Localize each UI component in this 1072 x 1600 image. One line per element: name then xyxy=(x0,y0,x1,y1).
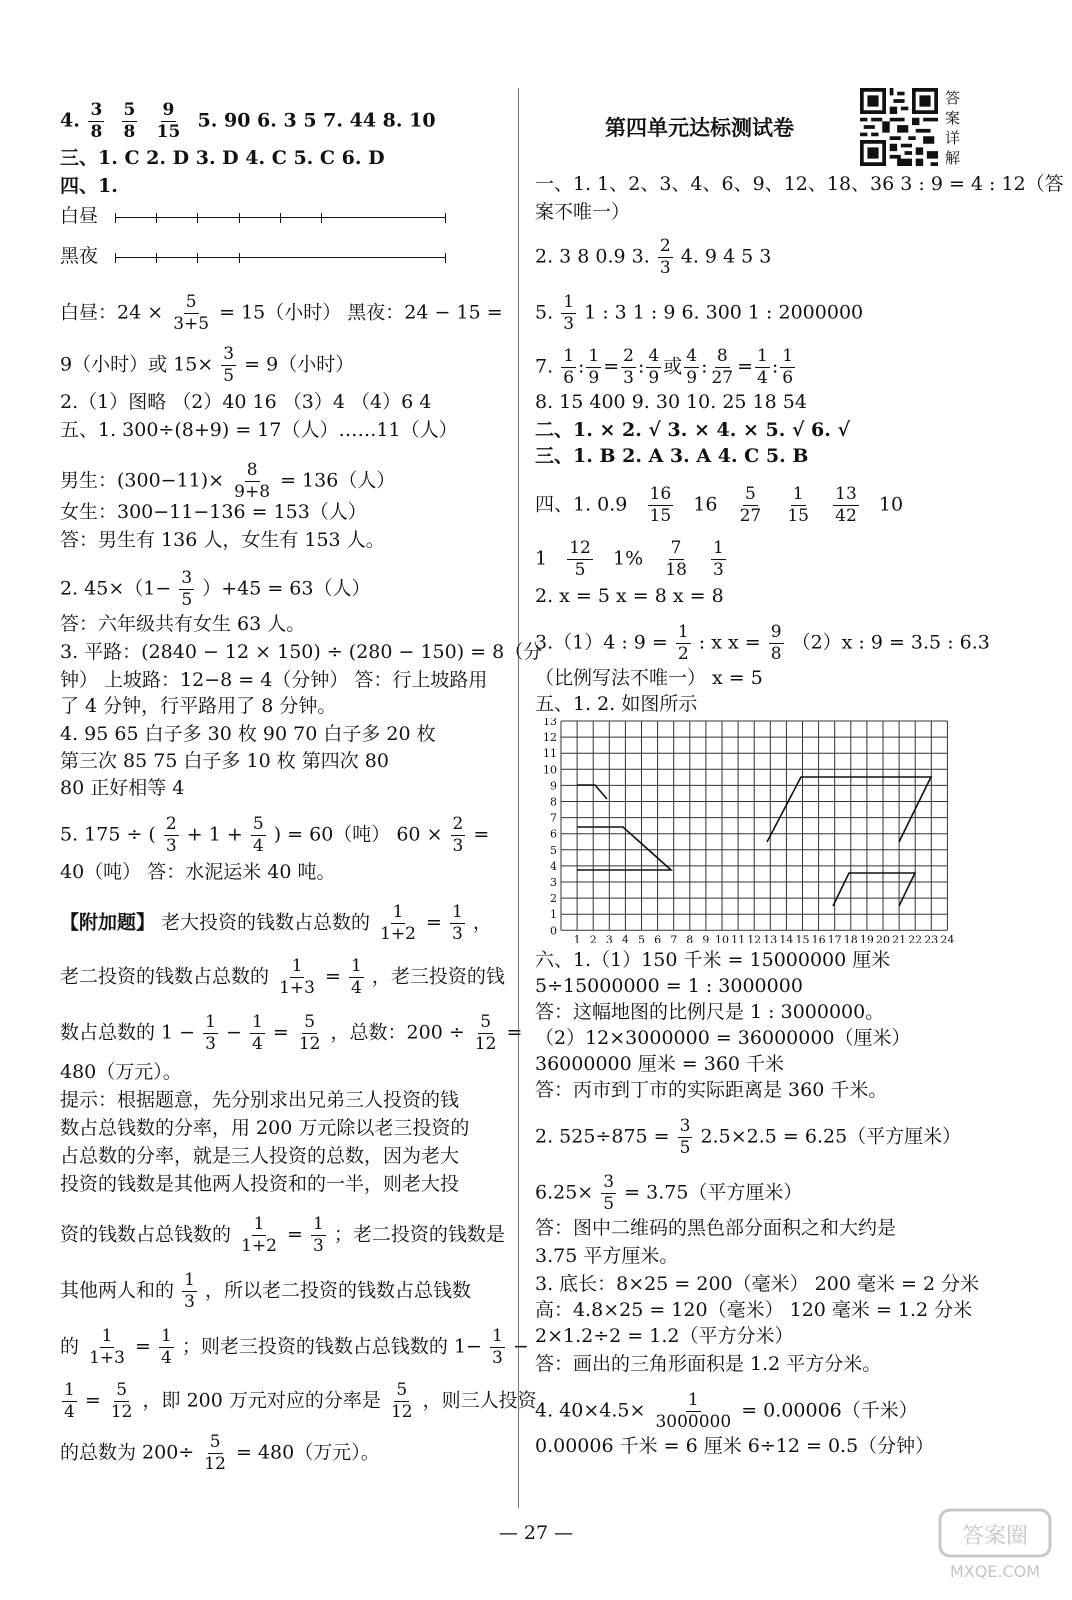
line: 案不唯一） xyxy=(535,201,631,223)
x-tick-label: 5 xyxy=(638,933,645,943)
svg-text:MXQE.COM: MXQE.COM xyxy=(949,1562,1041,1581)
line: 提示：根据题意，先分别求出兄弟三人投资的钱 xyxy=(60,1089,460,1111)
x-tick-label: 12 xyxy=(747,933,762,943)
y-tick-label: 13 xyxy=(543,718,557,728)
y-tick-label: 8 xyxy=(550,795,557,809)
line: 二、1. × 2. √ 3. × 4. × 5. √ 6. √ xyxy=(535,419,850,441)
line: 的 $\frac{1}{1+3}$ = $\frac{1}{4}$ ；则老三投资的钱数占总钱数的 1− $\frac{1}{3}$ − xyxy=(60,1326,529,1368)
y-tick-label: 5 xyxy=(550,843,557,857)
line: 2. x = 5 x = 8 x = 8 xyxy=(535,585,724,607)
line: 五、1. 2. 如图所示 xyxy=(535,693,698,715)
line: 4. $\frac{3}{8}$ $\frac{5}{8}$ $\frac{9}{15}$ 5. 90 6. 3 5 7. 44 8. 10 xyxy=(60,100,436,142)
line: 白昼：24 × $\frac{5}{3+5}$ = 15（小时） 黑夜：24 − 15 = xyxy=(60,292,503,334)
y-tick-label: 4 xyxy=(550,859,557,873)
line: 4. 40×4.5× $\frac{1}{3000000}$ = 0.00006（千米） xyxy=(535,1390,918,1432)
line: 占总数的分率，就是三人投资的总数，因为老大 xyxy=(60,1145,460,1167)
night-timeline xyxy=(115,257,445,258)
line: 第三次 85 75 白子多 10 枚 第四次 80 xyxy=(60,750,389,772)
line: 2.（1）图略 （2）40 16 （3）4 （4）6 4 xyxy=(60,391,432,413)
line: 男生：(300−11)× $\frac{8}{9+8}$ = 136（人） xyxy=(60,460,396,502)
line: 2×1.2÷2 = 1.2（平方分米） xyxy=(535,1325,794,1347)
line: 6.25× $\frac{3}{5}$ = 3.75（平方厘米） xyxy=(535,1172,803,1214)
line: 5. 175 ÷ ( $\frac{2}{3}$ + 1 + $\frac{5}{4}$ ) = 60（吨） 60 × $\frac{2}{3}$ = xyxy=(60,814,490,856)
x-tick-label: 3 xyxy=(605,933,613,943)
line: （比例写法不唯一） x = 5 xyxy=(535,667,763,689)
line: 高：4.8×25 = 120（毫米） 120 毫米 = 1.2 分米 xyxy=(535,1299,973,1321)
shape-parallelogram-large xyxy=(767,777,931,842)
line: 2. 525÷875 = $\frac{3}{5}$ 2.5×2.5 = 6.25（平方厘米） xyxy=(535,1116,962,1158)
line: 数占总数的 1 − $\frac{1}{3}$ − $\frac{1}{4}$ = $\frac{5}{12}$ ，总数：200 ÷ $\frac{5}{12}$ = xyxy=(60,1012,523,1054)
x-tick-label: 14 xyxy=(779,933,794,943)
line: 答：六年级共有女生 63 人。 xyxy=(60,613,306,635)
x-tick-label: 6 xyxy=(654,933,662,943)
y-tick-label: 12 xyxy=(543,731,557,745)
x-tick-label: 21 xyxy=(892,933,907,943)
line: 四、1. xyxy=(60,175,118,197)
line: 答：图中二维码的黑色部分面积之和大约是 xyxy=(535,1217,897,1239)
x-tick-label: 9 xyxy=(702,933,710,943)
x-tick-label: 23 xyxy=(924,933,939,943)
svg-text:答案圈: 答案圈 xyxy=(961,1524,1029,1549)
coordinate-grid xyxy=(535,718,965,943)
line: 一、1. 1、2、3、4、6、9、12、18、36 3 : 9 = 4 : 12（答 xyxy=(535,173,1064,195)
y-tick-label: 10 xyxy=(543,763,557,777)
y-tick-label: 3 xyxy=(550,876,557,889)
x-tick-label: 16 xyxy=(811,933,826,943)
x-tick-label: 2 xyxy=(589,933,597,943)
line: 9（小时）或 15× $\frac{3}{5}$ = 9（小时） xyxy=(60,344,355,386)
line: 资的钱数占总钱数的 $\frac{1}{1+2}$ = $\frac{1}{3}$ ；老二投资的钱数是 xyxy=(60,1214,505,1256)
line: 3. 底长：8×25 = 200（毫米） 200 毫米 = 2 分米 xyxy=(535,1273,980,1295)
day-timeline xyxy=(115,217,445,218)
line: 钟） 上坡路：12−8 = 4（分钟） 答：行上坡路用 xyxy=(60,669,488,691)
x-tick-label: 11 xyxy=(731,933,746,943)
line: 答：男生有 136 人，女生有 153 人。 xyxy=(60,529,385,551)
night-label: 黑夜 xyxy=(60,245,99,267)
line: 五、1. 300÷(8+9) = 17（人）……11（人） xyxy=(60,419,458,441)
line: 36000000 厘米 = 360 千米 xyxy=(535,1053,785,1075)
y-tick-label: 9 xyxy=(550,779,557,793)
column-divider xyxy=(518,88,519,1508)
y-tick-label: 2 xyxy=(550,892,557,906)
x-tick-label: 7 xyxy=(670,933,678,943)
watermark-logo xyxy=(935,1505,1055,1585)
line: 7. $\frac{1}{6}$ : $\frac{1}{9}$ = $\frac{2}{3}$ : $\frac{4}{9}$ 或 $\frac{4}{9}$ : $\frac{8}{27}$ = $\frac{1}{4}$ : $\frac{1}{6}$ xyxy=(535,346,794,388)
section-title: 第四单元达标测试卷 xyxy=(605,115,794,140)
line: 3.（1）4 : 9 = $\frac{1}{2}$ : x x = $\frac{9}{8}$ （2）x : 9 = 3.5 : 6.3 xyxy=(535,622,990,664)
x-tick-label: 24 xyxy=(940,933,955,943)
line: $\frac{1}{4}$ = $\frac{5}{12}$ ，即 200 万元对应的分率是 $\frac{5}{12}$ ，则三人投资 xyxy=(64,1380,537,1422)
x-tick-label: 8 xyxy=(686,933,694,943)
x-tick-label: 13 xyxy=(763,933,778,943)
y-tick-label: 7 xyxy=(550,811,557,825)
x-tick-label: 19 xyxy=(859,933,874,943)
line: 5÷15000000 = 1 : 3000000 xyxy=(535,975,803,997)
shape-parallelogram-small xyxy=(833,873,915,906)
line: 1 $\frac{12}{5}$ 1% $\frac{7}{18}$ $\frac{1}{3}$ xyxy=(535,538,724,580)
line: 2. 45×（1− $\frac{3}{5}$ ）+45 = 63（人） xyxy=(60,568,371,610)
line: 40（吨） 答：水泥运米 40 吨。 xyxy=(60,861,336,883)
qr-code-icon xyxy=(860,88,938,166)
y-tick-label: 0 xyxy=(550,924,557,938)
line: 了 4 分钟，行平路用了 8 分钟。 xyxy=(60,695,337,717)
line: 【附加题】 老大投资的钱数占总数的 $\frac{1}{1+2}$ = $\frac{1}{3}$ ， xyxy=(60,902,492,944)
line: 答：这幅地图的比例尺是 1 : 3000000。 xyxy=(535,1001,885,1023)
x-tick-label: 18 xyxy=(843,933,858,943)
line: 投资的钱数是其他两人投资和的一半，则老大投 xyxy=(60,1173,460,1195)
x-tick-label: 4 xyxy=(621,933,629,943)
line: 480（万元）。 xyxy=(60,1061,182,1083)
x-tick-label: 17 xyxy=(827,933,842,943)
qr-caption: 答案详解 xyxy=(945,89,961,167)
line: 80 正好相等 4 xyxy=(60,777,185,799)
line: 女生：300−11−136 = 153（人） xyxy=(60,501,367,523)
x-tick-label: 1 xyxy=(573,933,581,943)
y-tick-label: 1 xyxy=(550,908,557,922)
line: 答：画出的三角形面积是 1.2 平方分米。 xyxy=(535,1353,882,1375)
page-number: — 27 — xyxy=(498,1522,574,1544)
x-tick-label: 20 xyxy=(876,933,890,943)
x-tick-label: 10 xyxy=(715,933,729,943)
x-tick-label: 15 xyxy=(795,933,810,943)
y-tick-label: 11 xyxy=(543,747,557,761)
line: 六、1.（1）150 千米 = 15000000 厘米 xyxy=(535,949,891,971)
line: 3.75 平方厘米。 xyxy=(535,1245,679,1267)
line: 数占总钱数的分率，用 200 万元除以老三投资的 xyxy=(60,1117,470,1139)
line: 0.00006 千米 = 6 厘米 6÷12 = 0.5（分钟） xyxy=(535,1435,935,1457)
line: 四、1. 0.9 $\frac{16}{15}$ 16 $\frac{5}{27}$ $\frac{1}{15}$ $\frac{13}{42}$ 10 xyxy=(535,484,904,526)
line: 三、1. B 2. A 3. A 4. C 5. B xyxy=(535,445,809,467)
day-label: 白昼 xyxy=(60,205,99,227)
shape-top-left xyxy=(577,785,607,799)
line: 的总数为 200÷ $\frac{5}{12}$ = 480（万元）。 xyxy=(60,1432,380,1474)
line: 其他两人和的 $\frac{1}{3}$ ，所以老二投资的钱数占总钱数 xyxy=(60,1270,471,1312)
line: （2）12×3000000 = 36000000（厘米） xyxy=(535,1027,911,1049)
line: 2. 3 8 0.9 3. $\frac{2}{3}$ 4. 9 4 5 3 xyxy=(535,236,772,278)
line: 三、1. C 2. D 3. D 4. C 5. C 6. D xyxy=(60,147,385,169)
y-tick-label: 6 xyxy=(550,827,557,841)
line: 3. 平路：(2840 − 12 × 150) ÷ (280 − 150) = 8（分 xyxy=(60,641,543,663)
line: 5. $\frac{1}{3}$ 1 : 3 1 : 9 6. 300 1 : 2000000 xyxy=(535,292,864,334)
line: 4. 95 65 白子多 30 枚 90 70 白子多 20 枚 xyxy=(60,723,436,745)
x-tick-label: 22 xyxy=(908,933,923,943)
line: 老二投资的钱数占总数的 $\frac{1}{1+3}$ = $\frac{1}{4}$ ，老三投资的钱 xyxy=(60,956,505,998)
line: 8. 15 400 9. 30 10. 25 18 54 xyxy=(535,391,807,413)
line: 答：丙市到丁市的实际距离是 360 千米。 xyxy=(535,1079,888,1101)
